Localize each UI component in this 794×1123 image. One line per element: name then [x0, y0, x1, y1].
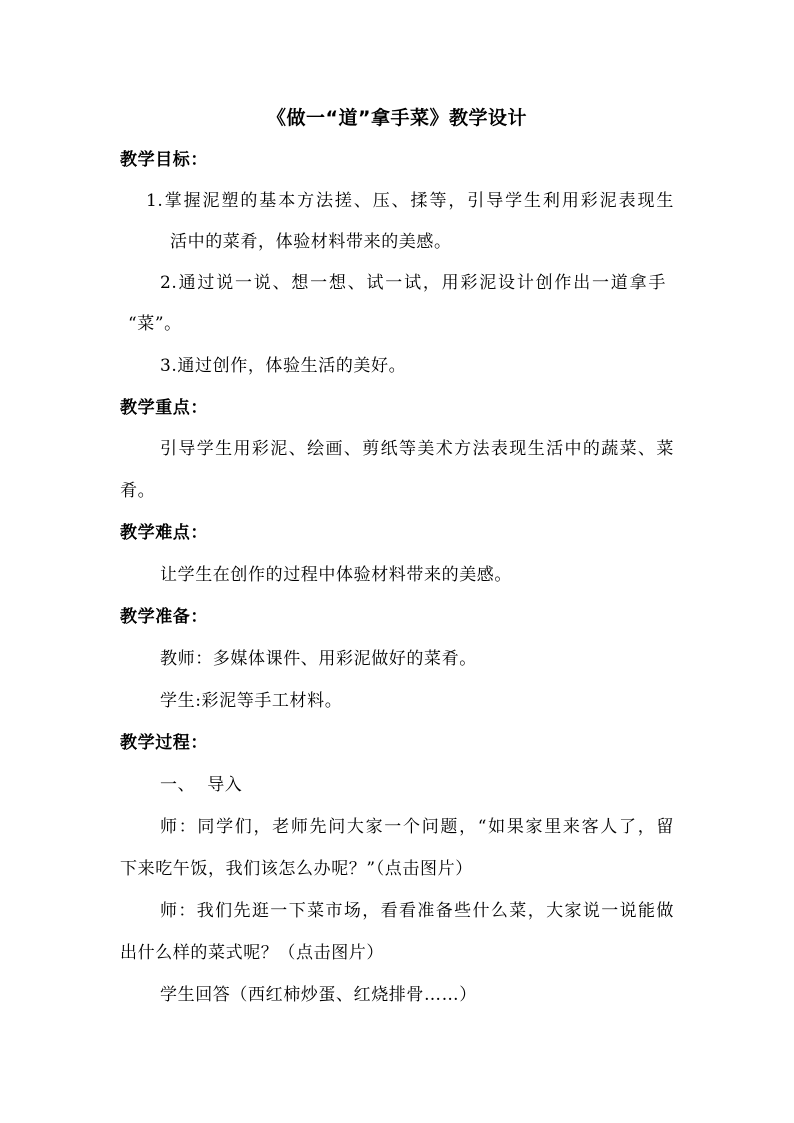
process-section-1: 一、 导入 — [160, 775, 243, 795]
process-heading: 教学过程： — [120, 733, 208, 753]
process-p1-line-1: 师：同学们，老师先问大家一个问题，“如果家里来客人了，留 — [160, 817, 674, 837]
document-title: 《做一“道”拿手菜》教学设计 — [267, 107, 527, 129]
key-points-heading: 教学重点： — [120, 398, 208, 418]
difficulties-line-1: 让学生在创作的过程中体验材料带来的美感。 — [160, 565, 512, 585]
preparation-teacher: 教师：多媒体课件、用彩泥做好的菜肴。 — [160, 649, 477, 669]
process-p3-line-1: 学生回答（西红柿炒蛋、红烧排骨……） — [160, 985, 477, 1005]
process-p1-line-2: 下来吃午饭，我们该怎么办呢？”（点击图片） — [120, 859, 473, 879]
objective-2-line-2: “菜”。 — [128, 314, 182, 334]
preparation-student: 学生:彩泥等手工材料。 — [160, 691, 343, 711]
objective-2-line-1: 2.通过说一说、想一想、试一试，用彩泥设计创作出一道拿手 — [160, 273, 666, 293]
difficulties-heading: 教学难点： — [120, 523, 208, 543]
key-points-line-2: 肴。 — [120, 481, 156, 501]
objective-1-line-2: 活中的菜肴，体验材料带来的美感。 — [170, 232, 452, 252]
objective-1-line-1: 1.掌握泥塑的基本方法搓、压、揉等，引导学生利用彩泥表现生 — [146, 191, 674, 211]
objectives-heading: 教学目标： — [120, 150, 208, 170]
key-points-line-1: 引导学生用彩泥、绘画、剪纸等美术方法表现生活中的蔬菜、菜 — [160, 439, 674, 459]
preparation-heading: 教学准备： — [120, 607, 208, 627]
process-p2-line-1: 师：我们先逛一下菜市场，看看准备些什么菜，大家说一说能做 — [160, 901, 674, 921]
objective-3: 3.通过创作，体验生活的美好。 — [160, 356, 407, 376]
process-p2-line-2: 出什么样的菜式呢？（点击图片） — [120, 943, 384, 963]
